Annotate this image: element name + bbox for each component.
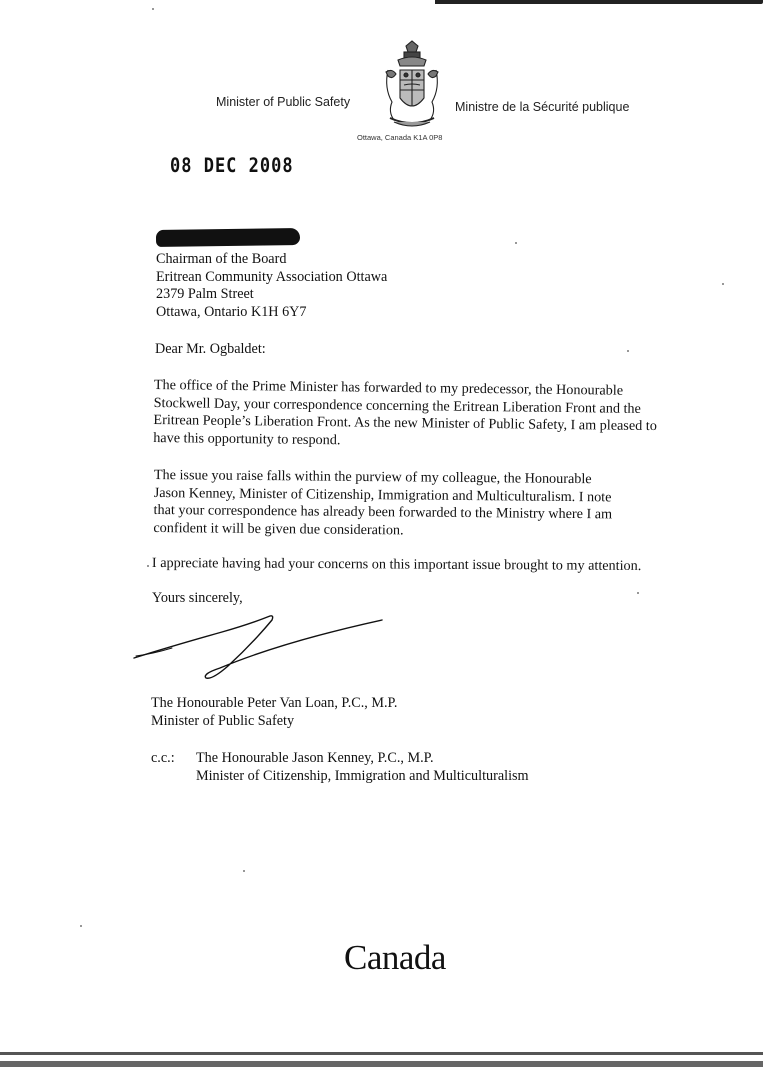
body-line: Eritrean People’s Liberation Front. As the new Minister of Public Safety, I am pleased to <box>153 411 657 435</box>
scan-speck <box>147 565 149 567</box>
body-line: The office of the Prime Minister has forwarded to my predecessor, the Honourable <box>153 377 624 399</box>
canada-wordmark: Canada <box>344 938 446 977</box>
body-line: confident it will be given due consideration. <box>153 519 404 538</box>
recipient-line: Chairman of the Board <box>156 251 287 267</box>
recipient-address <box>156 251 387 321</box>
scan-speck <box>627 350 629 352</box>
body-line: The issue you raise falls within the purview of my colleague, the Honourable <box>153 467 592 488</box>
scan-speck <box>243 870 245 872</box>
scan-speck <box>722 283 724 285</box>
closing: Yours sincerely, <box>152 590 243 606</box>
letterhead-minister-en: Minister of Public Safety <box>216 95 351 109</box>
bottom-border-rule <box>0 1052 763 1055</box>
body-paragraph-2 <box>153 467 714 542</box>
recipient-line: Ottawa, Ontario K1H 6Y7 <box>156 303 307 320</box>
signatory-title: Minister of Public Safety <box>151 712 295 729</box>
salutation: Dear Mr. Ogbaldet: <box>155 341 266 357</box>
body-line: have this opportunity to respond. <box>153 429 341 448</box>
body-paragraph-3: I appreciate having had your concerns on this important issue brought to my attention. <box>151 555 642 574</box>
recipient-line: 2379 Palm Street <box>156 286 254 302</box>
top-border-rule <box>435 0 763 4</box>
scan-speck <box>637 592 639 594</box>
handwritten-signature <box>132 606 392 686</box>
signatory-name: The Honourable Peter Van Loan, P.C., M.P. <box>151 695 398 711</box>
bottom-border-rule <box>0 1061 763 1067</box>
signature-block <box>151 695 397 730</box>
body-line: Jason Kenney, Minister of Citizenship, Immigration and Multiculturalism. I note <box>153 484 612 505</box>
scan-speck <box>80 925 82 927</box>
cc-recipient <box>196 750 529 785</box>
recipient-line: Eritrean Community Association Ottawa <box>156 268 388 285</box>
scan-speck <box>515 242 517 244</box>
cc-name: The Honourable Jason Kenney, P.C., M.P. <box>196 750 434 766</box>
body-paragraph-1 <box>153 377 714 454</box>
date-stamp: 08 DEC 2008 <box>170 154 294 178</box>
letterhead-address: Ottawa, Canada K1A 0P8 <box>357 133 443 142</box>
redacted-recipient-name <box>156 228 300 247</box>
body-line: Stockwell Day, your correspondence concerning the Eritrean Liberation Front and the <box>153 394 641 417</box>
scan-speck <box>152 8 154 10</box>
body-line: that your correspondence has already been forwarded to the Ministry where I am <box>153 501 613 523</box>
coat-of-arms-icon <box>378 40 446 132</box>
cc-label: c.c.: <box>151 750 175 766</box>
cc-title: Minister of Citizenship, Immigration and Multiculturalism <box>196 767 529 784</box>
letterhead-minister-fr: Ministre de la Sécurité publique <box>455 100 630 114</box>
